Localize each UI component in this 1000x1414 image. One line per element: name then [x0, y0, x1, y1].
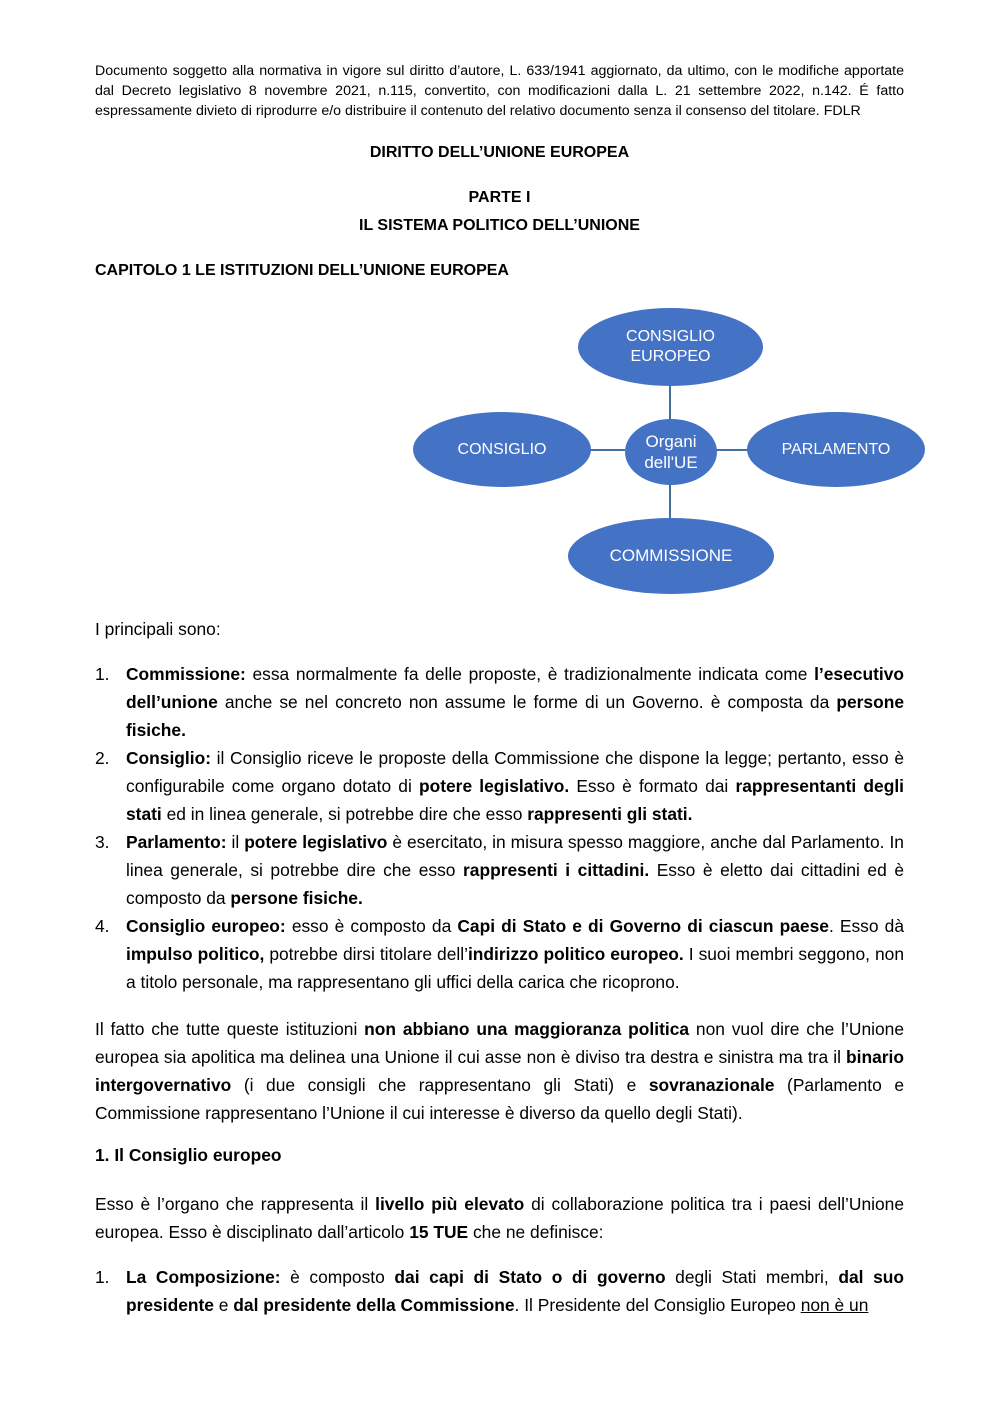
list-number: 2. [95, 748, 110, 768]
item-emphasis: dal suo presidente [126, 1267, 904, 1315]
para-emphasis: 15 TUE [409, 1222, 469, 1242]
para-text: (Parlamento e Commissione rappresentano l’Unione il cui interesse è diverso da quello degli Stati). [95, 1075, 904, 1123]
part-title: PARTE I [468, 189, 531, 206]
list-item [95, 828, 904, 912]
node-parlamento [747, 412, 925, 487]
connector-top [669, 384, 671, 421]
item-term: Consiglio: [126, 748, 212, 768]
list-number: 1. [95, 1267, 110, 1287]
institutions-diagram [413, 305, 927, 595]
item-emphasis: dal presidente della Commissione [233, 1295, 515, 1315]
item-emphasis: impulso politico, [126, 944, 265, 964]
para-emphasis: livello più elevato [375, 1194, 525, 1214]
document-title: DIRITTO DELL’UNIONE EUROPEA [369, 144, 630, 161]
item-emphasis: dai capi di Stato o di governo [394, 1267, 666, 1287]
connector-left [590, 449, 625, 451]
section-paragraph [95, 1190, 904, 1246]
item-emphasis: rappresenti gli stati. [527, 804, 693, 824]
institutions-list [95, 660, 904, 996]
item-text: anche se nel concreto non assume le forme di un Governo. è composta da [217, 692, 837, 712]
section-heading: 1. Il Consiglio europeo [95, 1145, 282, 1165]
para-text: non vuol dire che l’Unione europea sia apolitica ma delinea una Unione il cui asse non è diviso tra destra e sinistra ma tra il [95, 1019, 905, 1067]
list-item [95, 912, 904, 996]
chapter-title: CAPITOLO 1 LE ISTITUZIONI DELL’UNIONE EUROPEA [95, 262, 509, 279]
intro-text: I principali sono: [95, 619, 221, 639]
node-bottom-label: COMMISSIONE [609, 546, 733, 565]
paragraph-politics [95, 1015, 904, 1127]
node-center-line1: Organi [645, 432, 697, 451]
item-term: Parlamento: [126, 832, 227, 852]
item-text: . Il Presidente del Consiglio Europeo [514, 1295, 801, 1315]
para-text: Il fatto che tutte queste istituzioni [95, 1019, 365, 1039]
node-center-line2: dell'UE [644, 453, 698, 472]
para-text: (i due consigli che rappresentano gli Stati) e [231, 1075, 649, 1095]
item-emphasis: rappresenti i cittadini. [463, 860, 650, 880]
para-emphasis: sovranazionale [648, 1075, 775, 1095]
item-text: il [226, 832, 245, 852]
list-item [95, 1263, 904, 1319]
item-emphasis: Capi di Stato e di Governo di ciascun paese [457, 916, 829, 936]
list-item [95, 744, 904, 828]
part-subtitle: IL SISTEMA POLITICO DELL’UNIONE [359, 217, 640, 234]
node-commissione [568, 518, 774, 594]
node-consiglio [413, 412, 591, 487]
item-term: Consiglio europeo: [126, 916, 286, 936]
item-emphasis: potere legislativo. [418, 776, 570, 796]
copyright-notice: Documento soggetto alla normativa in vigore sul diritto d’autore, L. 633/1941 aggiornato, da ultimo, con le modifiche apportate dal Decreto legislativo 8 novembre 2021, n.115, convertito, con modificazioni dalla L. 21 settembre 2022, n.142. É fatto espressamente divieto di riprodurre e/o distribuire il contenuto del relativo documento senza il consenso del titolare. FDLR [95, 63, 904, 120]
para-text: Esso è l’organo che rappresenta il [95, 1194, 376, 1214]
list-number: 3. [95, 832, 110, 852]
para-text: di collaborazione politica tra i paesi dell’Unione europea. Esso è disciplinato dall’articolo [95, 1194, 905, 1242]
para-emphasis: binario intergovernativo [95, 1047, 904, 1095]
item-text: essa normalmente fa delle proposte, è tradizionalmente indicata come [245, 664, 815, 684]
item-emphasis: persone fisiche. [230, 888, 363, 908]
item-term: La Composizione: [126, 1267, 281, 1287]
item-text: . Esso dà [828, 916, 904, 936]
item-text: Esso è eletto dai cittadini ed è composto da [126, 860, 904, 908]
item-emphasis: indirizzo politico europeo. [467, 944, 684, 964]
item-emphasis: l’esecutivo dell’unione [126, 664, 904, 712]
composition-list [95, 1263, 904, 1319]
node-top-line2: EUROPEO [630, 348, 711, 365]
item-text: esso è composto da [285, 916, 458, 936]
item-text: il Consiglio riceve le proposte della Commissione che dispone la legge; pertanto, esso è configurabile come organo dotato di [126, 748, 904, 796]
para-emphasis: non abbiano una maggioranza politica [364, 1019, 690, 1039]
para-text: che ne definisce: [468, 1222, 604, 1242]
item-text: I suoi membri seggono, non a titolo personale, ma rappresentano gli uffici della carica che ricoprono. [126, 944, 904, 992]
connector-bottom [669, 483, 671, 521]
item-emphasis: potere legislativo [244, 832, 388, 852]
connector-right [715, 449, 748, 451]
item-text: ed in linea generale, si potrebbe dire che esso [161, 804, 528, 824]
item-emphasis: persone fisiche. [126, 692, 904, 740]
item-text: è esercitato, in misura spesso maggiore, anche dal Parlamento. In linea generale, si potrebbe dire che esso [126, 832, 904, 880]
item-underlined: non è un [800, 1295, 869, 1315]
node-consiglio-europeo [578, 308, 763, 386]
node-right-label: PARLAMENTO [781, 440, 891, 458]
item-text: potrebbe dirsi titolare dell’ [264, 944, 468, 964]
node-left-label: CONSIGLIO [457, 440, 547, 458]
item-text: degli Stati membri, [665, 1267, 839, 1287]
item-text: e [213, 1295, 234, 1315]
item-text: è composto [280, 1267, 395, 1287]
item-emphasis: rappresentanti degli stati [126, 776, 905, 824]
node-center-organi [625, 419, 717, 485]
node-top-line1: CONSIGLIO [626, 328, 715, 345]
item-text: Esso è formato dai [569, 776, 736, 796]
list-number: 1. [95, 664, 110, 684]
list-number: 4. [95, 916, 110, 936]
item-term: Commissione: [126, 664, 246, 684]
list-item [95, 660, 904, 744]
